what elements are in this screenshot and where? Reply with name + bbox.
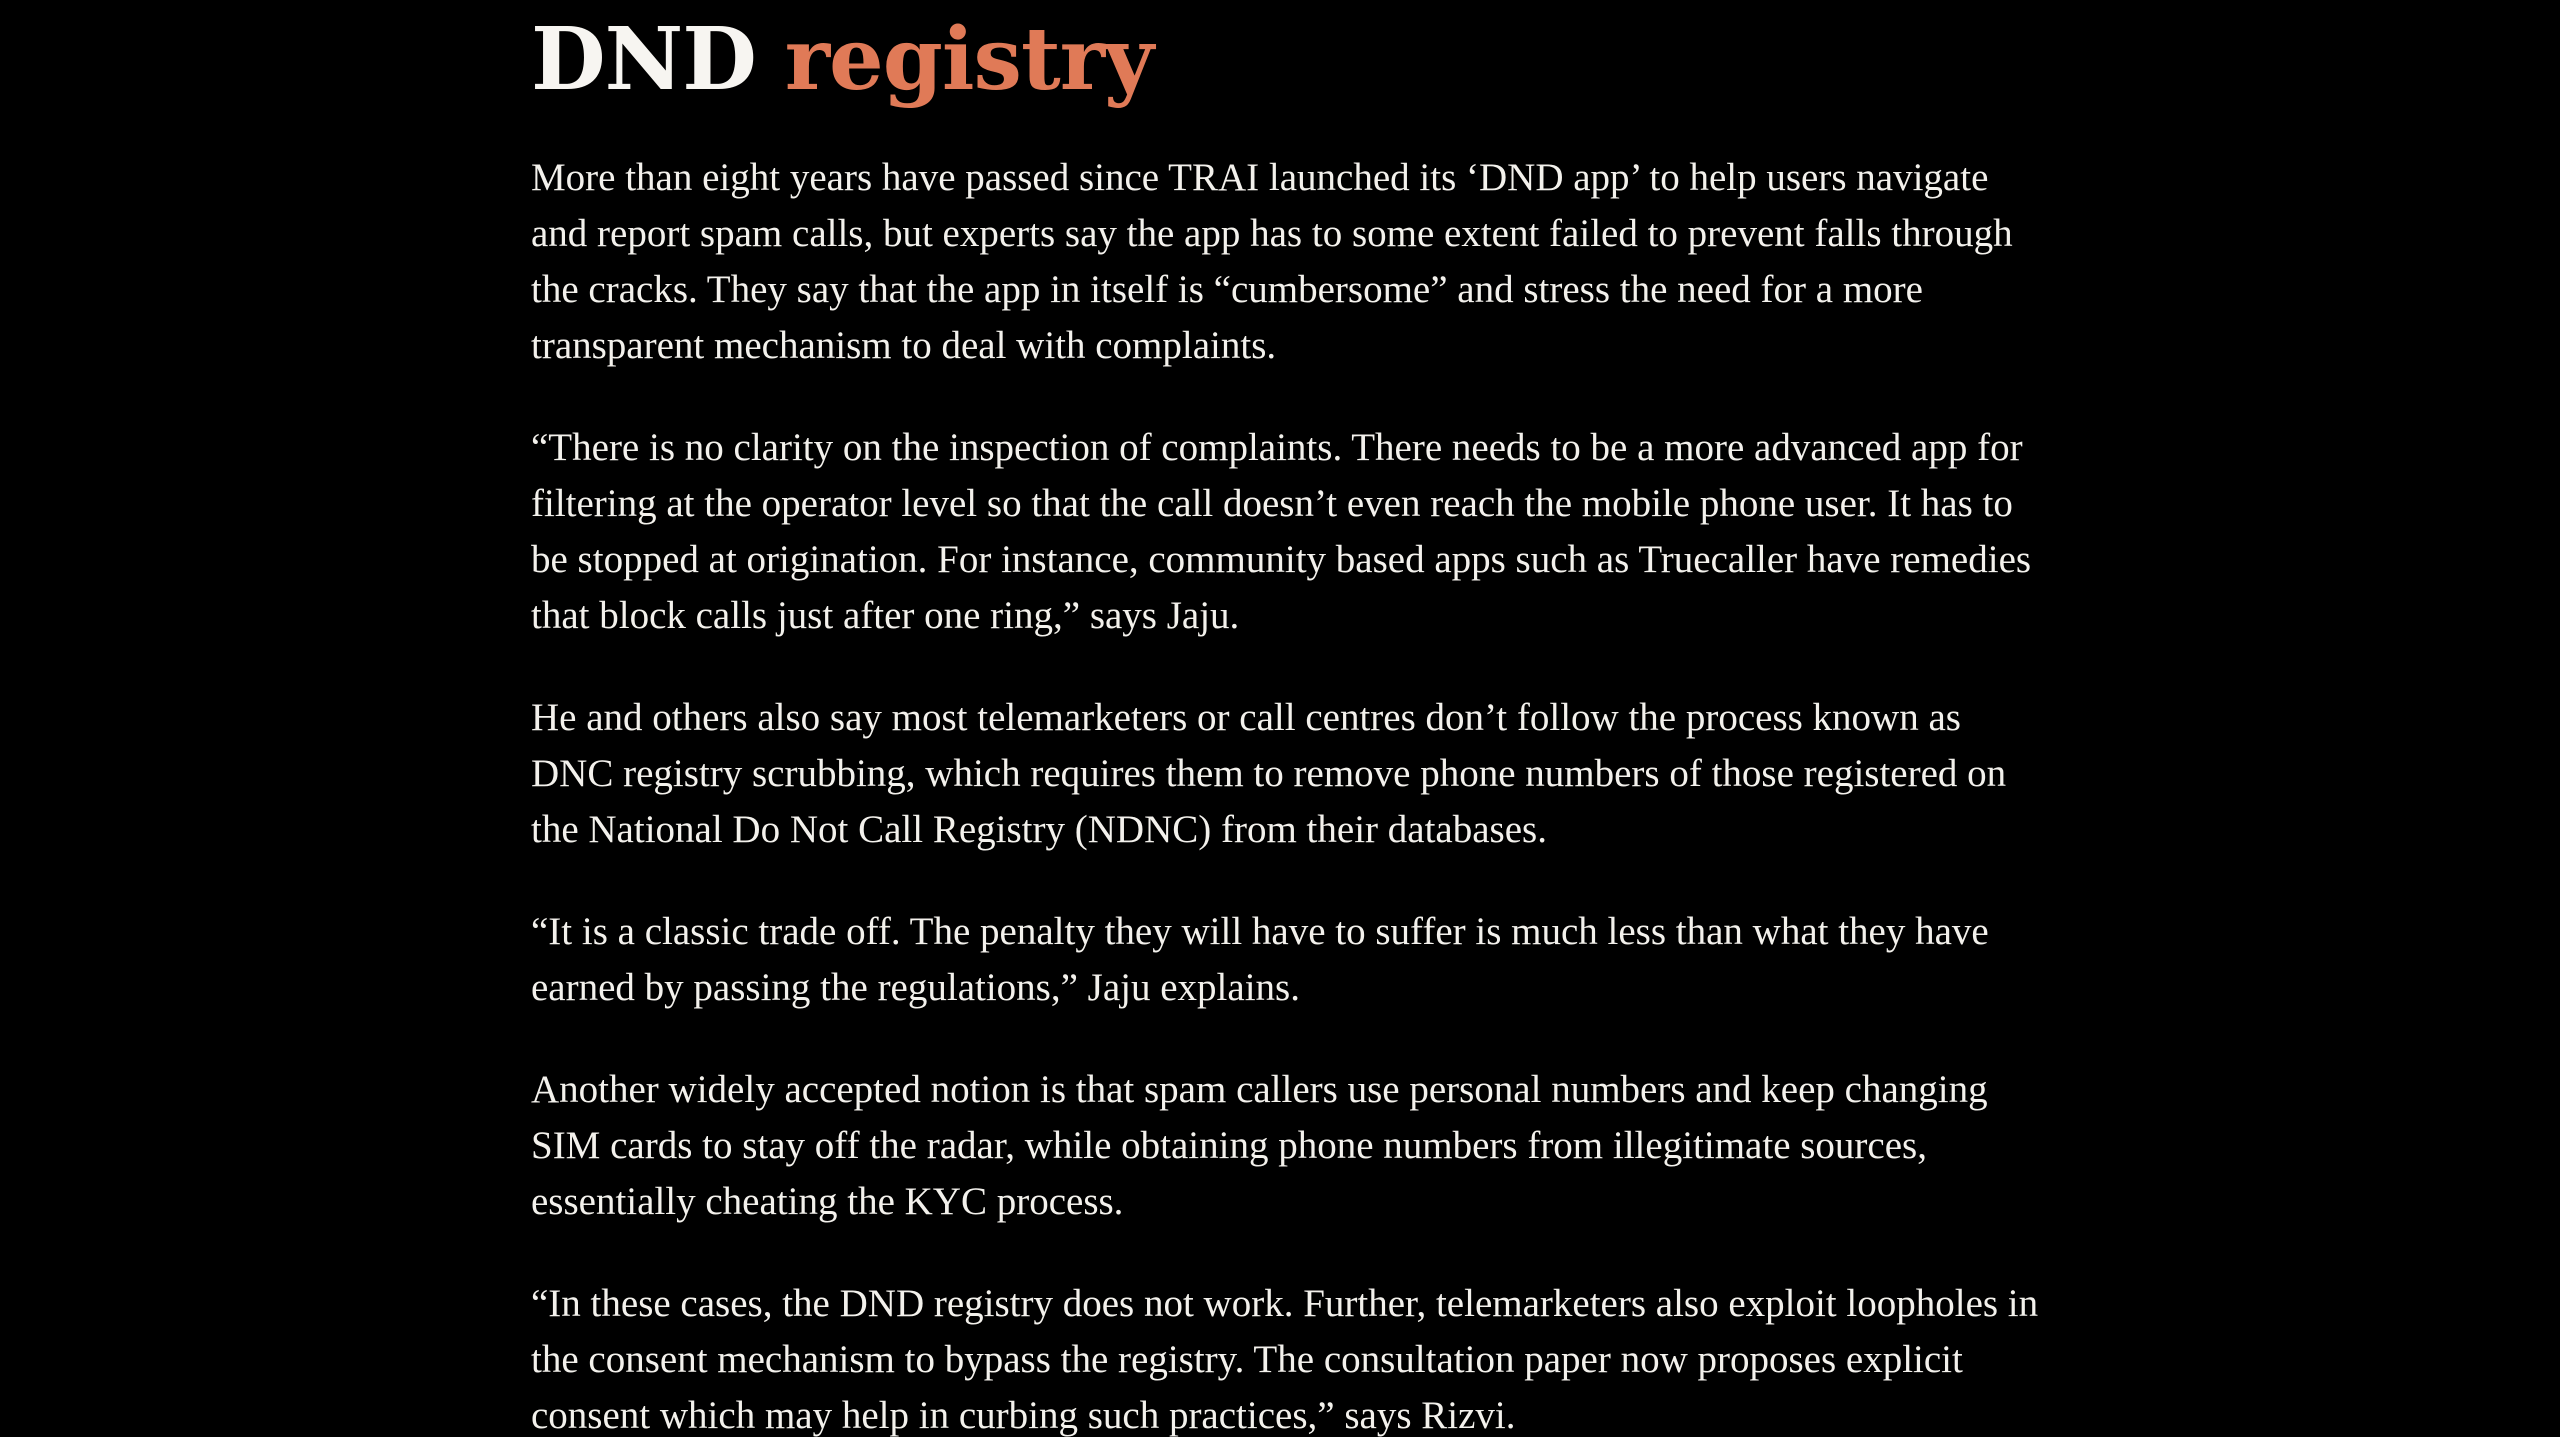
article-paragraph: “In these cases, the DND registry does not work. Further, telemarketers also exploit loopholes in the consent mechanism to bypass the registry. The consultation paper now proposes explicit consent which may help in curbing such practices,” says Rizvi. [531, 1282, 2039, 1437]
article-body [531, 150, 2046, 1437]
article-title-accent: registry [784, 9, 1153, 110]
article-paragraph: “There is no clarity on the inspection of complaints. There needs to be a more advanced app for filtering at the operator level so that the call doesn’t even reach the mobile phone user. It has to be stopped at origination. For instance, community based apps such as Truecaller have remedies that block calls just after one ring,” says Jaju. [531, 426, 2032, 638]
article-title-primary: DND [531, 9, 756, 110]
article-title [531, 9, 2046, 110]
article-paragraph: Another widely accepted notion is that spam callers use personal numbers and keep changing SIM cards to stay off the radar, while obtaining phone numbers from illegitimate sources, essentially cheating the KYC process. [531, 1068, 1988, 1224]
article-paragraph: More than eight years have passed since TRAI launched its ‘DND app’ to help users navigate and report spam calls, but experts say the app has to some extent failed to prevent falls through the cracks. They say that the app in itself is “cumbersome” and stress the need for a more transparent mechanism to deal with complaints. [531, 156, 2013, 368]
article-paragraph: “It is a classic trade off. The penalty they will have to suffer is much less than what they have earned by passing the regulations,” Jaju explains. [531, 910, 1989, 1010]
article-paragraph: He and others also say most telemarketers or call centres don’t follow the process known as DNC registry scrubbing, which requires them to remove phone numbers of those registered on the National Do Not Call Registry (NDNC) from their databases. [531, 696, 2007, 852]
article [531, 0, 2046, 1437]
